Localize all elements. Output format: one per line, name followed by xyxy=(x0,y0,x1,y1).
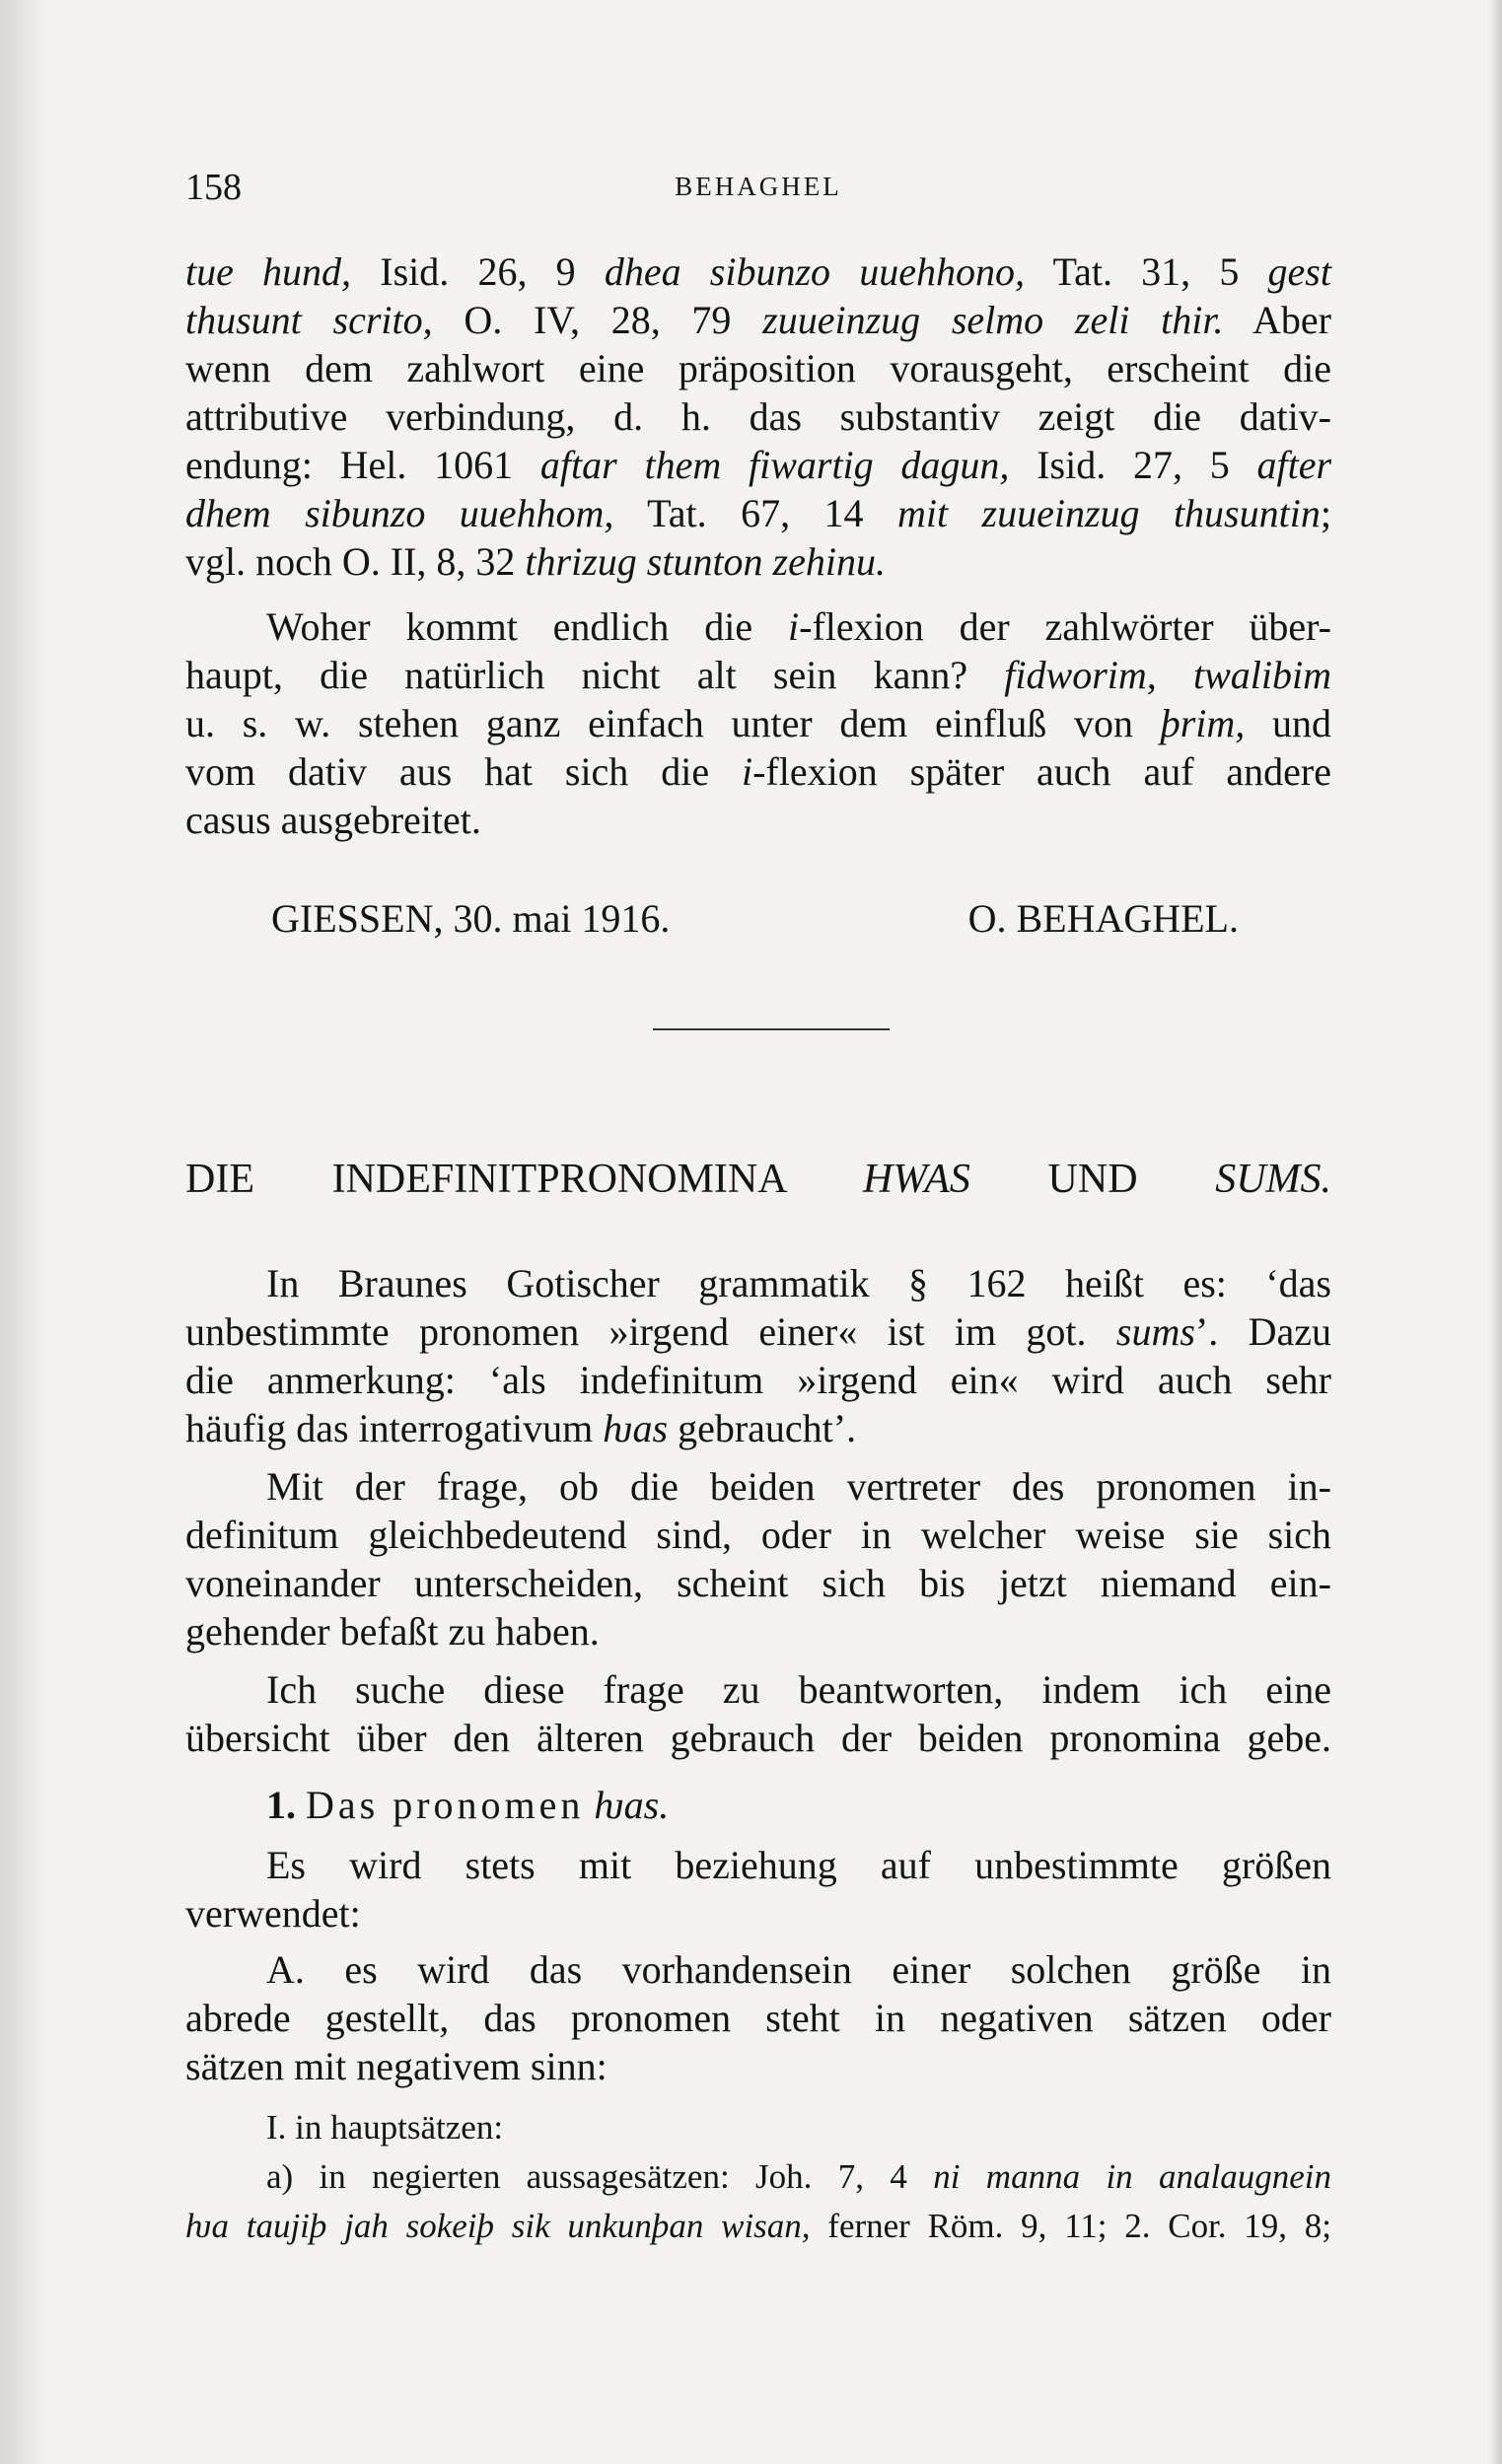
subsection-heading: I. in hauptsätzen: xyxy=(266,2108,504,2147)
page-header xyxy=(185,166,1331,213)
text-line: die anmerkung: ‘als indefinitum »irgend ein« wird auch sehr xyxy=(185,1358,1331,1402)
text-line: ƕa taujiþ jah sokeiþ sik unkunþan wisan, ferner Röm. 9, 11; 2. Cor. 19, 8; xyxy=(185,2207,1332,2245)
section-divider xyxy=(653,1028,890,1030)
text-line: a) in negierten aussagesätzen: Joh. 7, 4 ni manna in analaugnein xyxy=(266,2157,1331,2196)
text-line: haupt, die natürlich nicht alt sein kann? fidworim, twalibim xyxy=(185,653,1331,697)
author-signature: O. BEHAGHEL. xyxy=(967,896,1239,941)
text-line: gehender befaßt zu haben. xyxy=(185,1609,600,1654)
text-line: häufig das interrogativum ƕas gebraucht’. xyxy=(185,1406,857,1450)
signature-line xyxy=(89,895,1239,943)
text-line: unbestimmte pronomen »irgend einer« ist im got. sums’. Dazu xyxy=(185,1309,1331,1354)
section-number: 1. xyxy=(266,1783,296,1827)
gutter-shadow xyxy=(0,0,47,2464)
text-line: thusunt scrito, O. IV, 28, 79 zuueinzug selmo zeli thir. Aber xyxy=(185,298,1331,342)
text-line: casus ausgebreitet. xyxy=(185,798,481,842)
text-line: u. s. w. stehen ganz einfach unter dem einfluß von þrim, und xyxy=(185,701,1332,745)
text-line: verwendet: xyxy=(185,1891,361,1936)
text-line: Mit der frage, ob die beiden vertreter des pronomen in- xyxy=(266,1464,1331,1509)
text-line: übersicht über den älteren gebrauch der beiden pronomina gebe. xyxy=(185,1716,1331,1760)
section-label: Das pronomen xyxy=(306,1783,585,1827)
text-line: A. es wird das vorhandensein einer solchen größe in xyxy=(266,1947,1331,1992)
text-line: Woher kommt endlich die i-flexion der zahlwörter über- xyxy=(266,604,1331,649)
text-line: voneinander unterscheiden, scheint sich bis jetzt niemand ein- xyxy=(185,1561,1331,1605)
text-line: Es wird stets mit beziehung auf unbestimmte größen xyxy=(266,1843,1331,1887)
text-line: vom dativ aus hat sich die i-flexion später auch auf andere xyxy=(185,749,1331,794)
place-date: GIESSEN, 30. mai 1916. xyxy=(271,896,671,941)
section-heading xyxy=(266,1782,669,1829)
text-line: definitum gleichbedeutend sind, oder in welcher weise sie sich xyxy=(185,1513,1331,1557)
text-line: endung: Hel. 1061 aftar them fiwartig dagun, Isid. 27, 5 after xyxy=(185,443,1332,487)
text-line: In Braunes Gotischer grammatik § 162 heißt es: ‘das xyxy=(266,1261,1331,1305)
text-line: tue hund, Isid. 26, 9 dhea sibunzo uuehhono, Tat. 31, 5 gest xyxy=(185,249,1331,294)
text-line: attributive verbindung, d. h. das substantiv zeigt die dativ- xyxy=(185,394,1331,439)
running-head: BEHAGHEL xyxy=(675,172,842,201)
article-title: DIE INDEFINITPRONOMINA HWAS UND SUMS. xyxy=(185,1157,1332,1202)
page-edge xyxy=(1488,0,1502,2464)
section-term: ƕas. xyxy=(594,1783,670,1827)
text-line: dhem sibunzo uuehhom, Tat. 67, 14 mit zuueinzug thusuntin; xyxy=(185,491,1331,535)
text-line: sätzen mit negativem sinn: xyxy=(185,2044,608,2088)
text-line: abrede gestellt, das pronomen steht in negativen sätzen oder xyxy=(185,1996,1331,2040)
text-line: Ich suche diese frage zu beantworten, indem ich eine xyxy=(266,1667,1331,1712)
text-line: vgl. noch O. II, 8, 32 thrizug stunton zehinu. xyxy=(185,539,886,584)
page-number: 158 xyxy=(185,167,242,208)
text-line: wenn dem zahlwort eine präposition vorausgeht, erscheint die xyxy=(185,346,1331,390)
